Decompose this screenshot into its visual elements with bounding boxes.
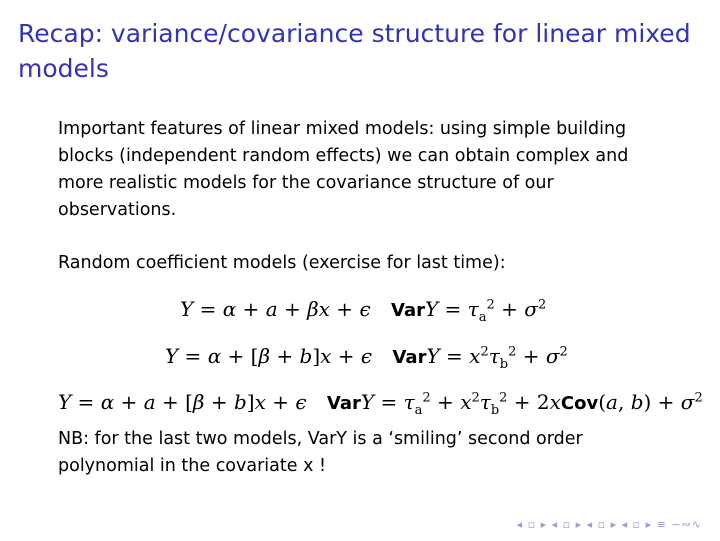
note-paragraph: NB: for the last two models, VarY is a ‘smiling’ second order polynomial in the covariate x ! xyxy=(58,429,583,476)
equation-1: Y = α + a + βx + ϵ VarY = $\tau_a^2 + \sigma^2$ xyxy=(180,297,547,325)
equation-2: Y = α + [β + b]x + ϵ VarY = $x^2\tau_b^2 + \sigma^2$ xyxy=(165,344,568,372)
intro-paragraph: Important features of linear mixed models: using simple building blocks (independent random effects) we can obtain complex and more realistic models for the covariance structure of our observations. xyxy=(58,119,629,220)
slide-title: Recap: variance/covariance structure for linear mixed models xyxy=(18,19,691,83)
equation-3: Y = α + a + [β + b]x + ϵ VarY = $\tau_a^2 + x^2\tau_b^2$ + 2xCov(a, $b) + \sigma^2$ xyxy=(58,390,703,418)
beamer-navigation-icons[interactable]: ◂ ▫ ▸ ◂ ▫ ▸ ◂ ▫ ▸ ◂ ▫ ▸ ≡ ∽∾∿ xyxy=(516,518,702,531)
random-coefficient-heading: Random coefficient models (exercise for last time): xyxy=(58,253,506,273)
